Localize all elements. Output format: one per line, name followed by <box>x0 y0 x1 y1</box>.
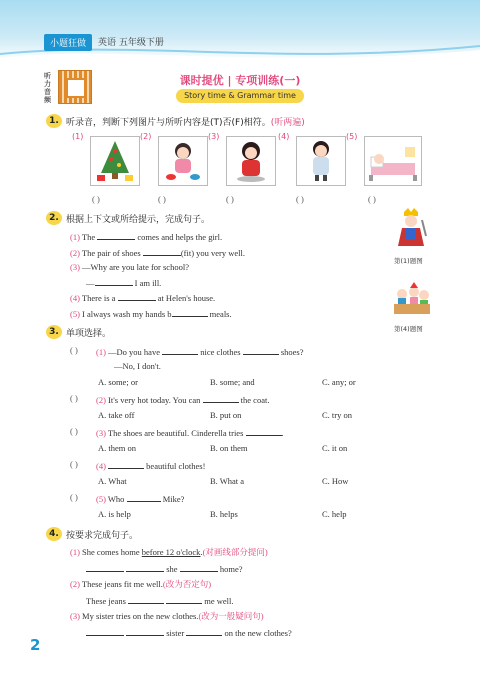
s2-q2: (2) The pair of shoes (fit) you very well. <box>70 248 246 258</box>
section-4-title: 按要求完成句子。 <box>66 531 139 541</box>
blank-input[interactable] <box>108 459 144 469</box>
qr-label: 听力音频 <box>44 72 51 104</box>
s3-q5-option-c[interactable]: C. help <box>322 509 347 519</box>
subject-label: 英语 五年级下册 <box>98 38 164 48</box>
s3-answer-paren-1[interactable]: ( ) <box>70 345 78 355</box>
blank-input[interactable] <box>95 276 133 286</box>
answer-paren-1[interactable]: ( ) <box>92 194 100 204</box>
s3-q5: (5) Who Mike? <box>96 494 185 504</box>
s2-q5: (5) I always wash my hands b meals. <box>70 309 232 319</box>
s3-q1: (1) —Do you have nice clothes shoes? <box>96 347 304 357</box>
blank-input[interactable] <box>243 345 279 355</box>
s2-q3: (3) —Why are you late for school? <box>70 262 189 272</box>
s3-answer-paren-3[interactable]: ( ) <box>70 426 78 436</box>
s3-q2: (2) It's very hot today. You can the coat. <box>96 395 270 405</box>
blank-input[interactable] <box>246 426 282 436</box>
caption-q4: 第(4)题图 <box>394 325 423 333</box>
section-1-note: (听两遍) <box>270 118 305 128</box>
girl-sitting-image <box>226 136 276 186</box>
brand-badge: 小题狂做 <box>44 34 92 51</box>
blank-input[interactable] <box>86 562 124 572</box>
section-1-number: 1. <box>46 114 62 128</box>
blank-input[interactable] <box>203 393 239 403</box>
section-4-number: 4. <box>46 527 62 541</box>
blank-input[interactable] <box>172 307 208 317</box>
blank-input[interactable] <box>128 594 164 604</box>
s2-q3-answer: — I am ill. <box>86 278 162 288</box>
page-number: 2 <box>30 636 41 654</box>
s3-q1-option-c[interactable]: C. any; or <box>322 377 356 387</box>
pic-label-2: (2) <box>140 132 152 141</box>
blank-input[interactable] <box>126 626 164 636</box>
s3-q4: (4) beautiful clothes! <box>96 461 206 471</box>
s3-q1-reply: —No, I don't. <box>114 361 161 371</box>
s3-q4-option-b[interactable]: B. What a <box>210 476 245 486</box>
prince-image <box>394 206 428 250</box>
s3-q3: (3) The shoes are beautiful. Cinderella tries . <box>96 428 284 438</box>
s3-q3-option-b[interactable]: B. on them <box>210 443 248 453</box>
s3-q5-option-a[interactable]: A. is help <box>98 509 131 519</box>
blank-input[interactable] <box>126 562 164 572</box>
section-1-title <box>66 115 305 128</box>
s3-q5-option-b[interactable]: B. helps <box>210 509 238 519</box>
blank-input[interactable] <box>143 246 181 256</box>
s2-q1: (1) The comes and helps the girl. <box>70 232 223 242</box>
blank-input[interactable] <box>166 594 202 604</box>
answer-paren-5[interactable]: ( ) <box>368 194 376 204</box>
s3-q4-option-a[interactable]: A. What <box>98 476 127 486</box>
s3-q2-option-a[interactable]: A. take off <box>98 410 135 420</box>
answer-paren-3[interactable]: ( ) <box>226 194 234 204</box>
page-header-band <box>0 0 480 62</box>
section-2-title: 根据上下文或所给提示，完成句子。 <box>66 215 211 225</box>
s3-q2-option-b[interactable]: B. put on <box>210 410 242 420</box>
pic-label-4: (4) <box>278 132 290 141</box>
girl-in-bed-image <box>364 136 422 186</box>
s3-q2-option-c[interactable]: C. try on <box>322 410 352 420</box>
s3-q3-option-c[interactable]: C. it on <box>322 443 348 453</box>
s3-answer-paren-2[interactable]: ( ) <box>70 393 78 403</box>
page-subtitle: Story time & Grammar time <box>176 89 304 103</box>
s3-q4-option-c[interactable]: C. How <box>322 476 349 486</box>
blank-input[interactable] <box>162 345 198 355</box>
blank-input[interactable] <box>127 492 161 502</box>
section-3-title: 单项选择。 <box>66 329 112 339</box>
pic-label-1: (1) <box>72 132 84 141</box>
girl-standing-image <box>296 136 346 186</box>
pic-label-3: (3) <box>208 132 220 141</box>
blank-input[interactable] <box>118 291 156 301</box>
s4-q1: (1) She comes home before 12 o'clock.(对画线部分提问) <box>70 547 268 557</box>
answer-paren-2[interactable]: ( ) <box>158 194 166 204</box>
s4-q2-answer: These jeans me well. <box>86 596 234 606</box>
blank-input[interactable] <box>86 626 124 636</box>
page-title: 课时提优 | 专项训练(一) <box>179 74 301 87</box>
s4-q3-answer: sister on the new clothes? <box>86 626 292 638</box>
s3-answer-paren-5[interactable]: ( ) <box>70 492 78 502</box>
s3-q1-option-b[interactable]: B. some; and <box>210 377 255 387</box>
s3-q1-option-a[interactable]: A. some; or <box>98 377 138 387</box>
s4-q3: (3) My sister tries on the new clothes.(改为一般疑问句) <box>70 611 264 621</box>
s4-q2: (2) These jeans fit me well.(改为否定句) <box>70 579 212 589</box>
blank-input[interactable] <box>180 562 218 572</box>
answer-paren-4[interactable]: ( ) <box>296 194 304 204</box>
girl-with-shoes-image <box>158 136 208 186</box>
blank-input[interactable] <box>97 230 135 240</box>
s2-q4: (4) There is a at Helen's house. <box>70 293 216 303</box>
s3-answer-paren-4[interactable]: ( ) <box>70 459 78 469</box>
section-3-number: 3. <box>46 325 62 339</box>
party-image <box>390 280 434 320</box>
christmas-tree-image <box>90 136 140 186</box>
s3-q3-option-a[interactable]: A. them on <box>98 443 137 453</box>
s4-q1-answer: she home? <box>86 562 243 574</box>
section-2-number: 2. <box>46 211 62 225</box>
caption-q1: 第(1)题图 <box>394 257 423 265</box>
blank-input[interactable] <box>186 626 222 636</box>
pic-label-5: (5) <box>346 132 358 141</box>
section-1-text: 听录音，判断下列图片与所听内容是(T)否(F)相符。 <box>66 118 271 128</box>
